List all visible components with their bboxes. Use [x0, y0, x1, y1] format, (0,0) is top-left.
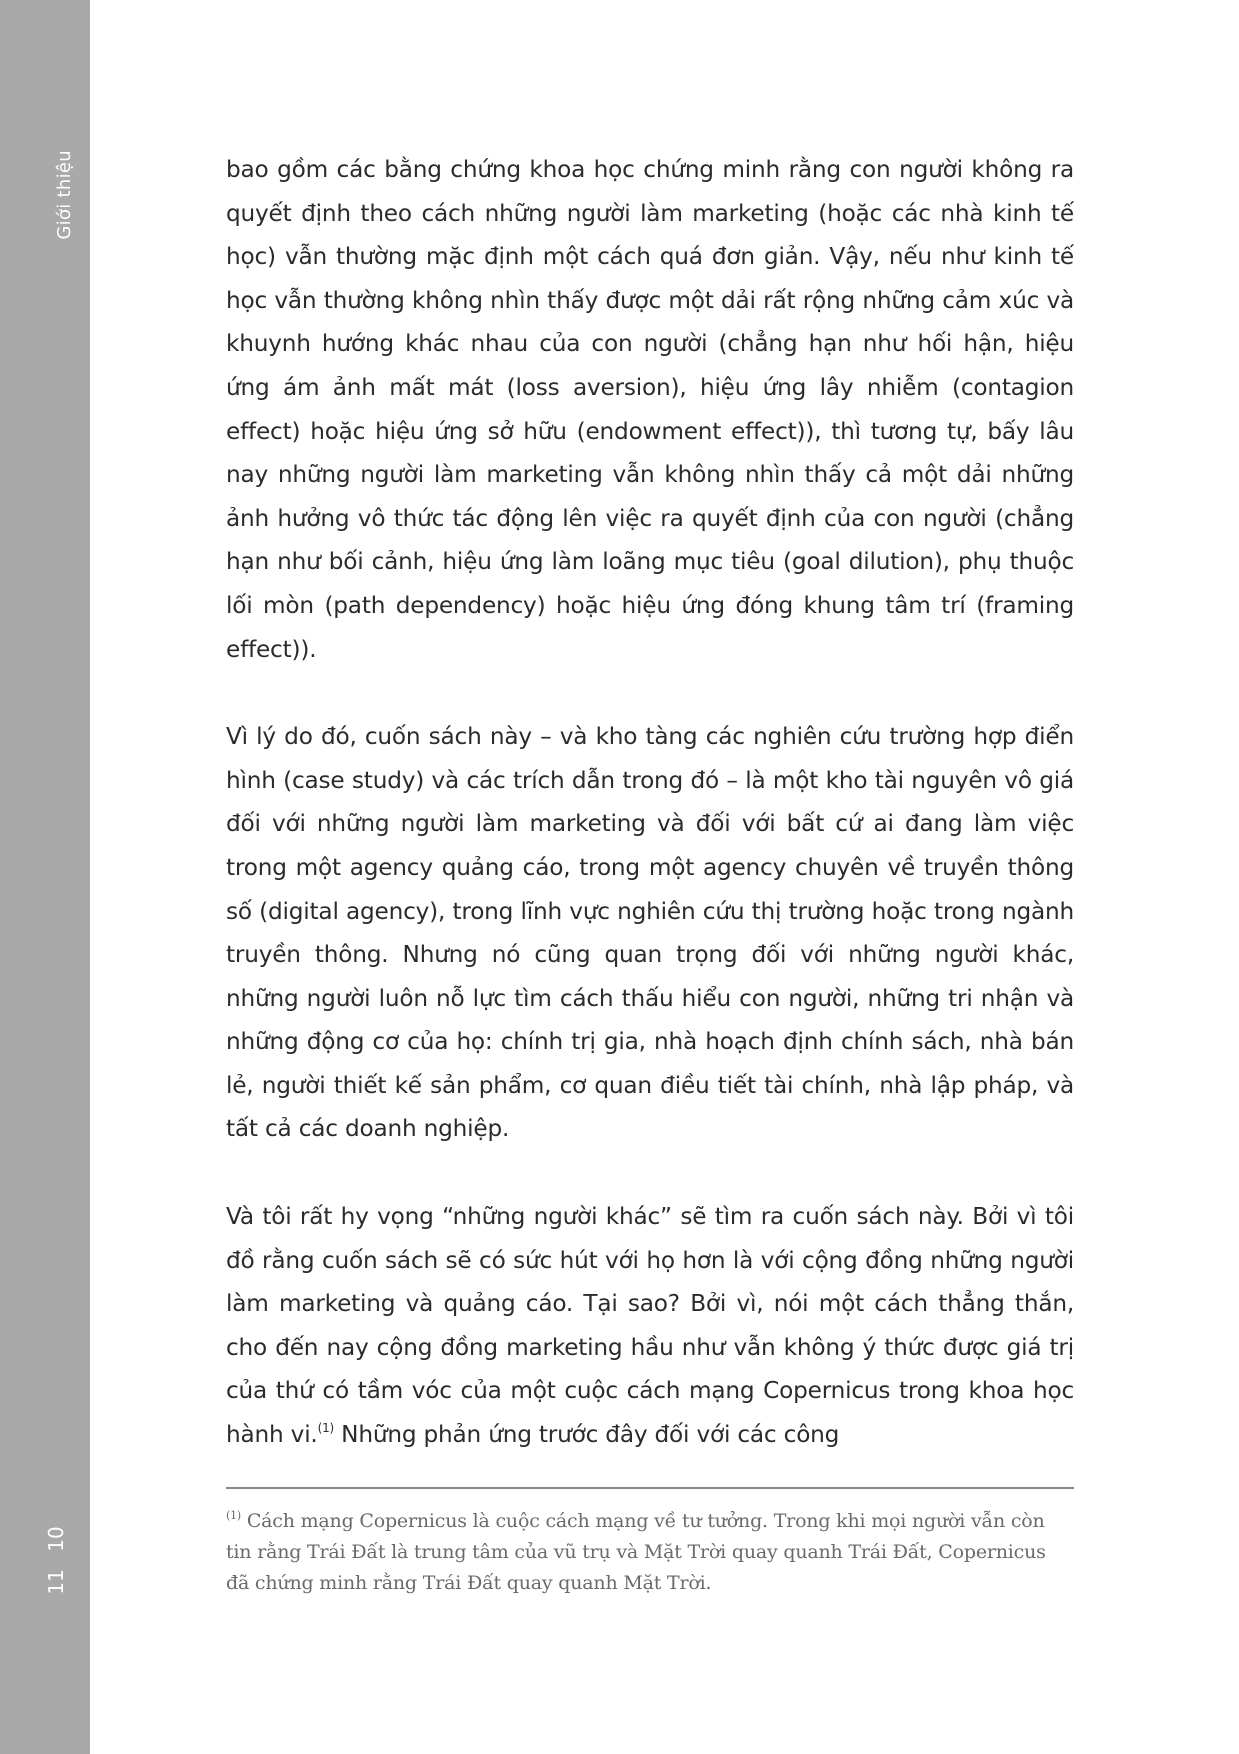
sidebar-strip	[0, 0, 90, 1754]
page-number-right-text: 11	[44, 1569, 68, 1595]
footnote	[226, 1506, 1074, 1599]
footnote-divider	[226, 1487, 1074, 1489]
section-title-text: Giới thiệu	[54, 150, 75, 240]
paragraph-1: bao gồm các bằng chứng khoa học chứng minh rằng con người không ra quyết định theo cách những người làm marketing (hoặc các nhà kinh tế học) vẫn thường mặc định một cách quá đơn giản. Vậy, nếu như kinh tế học vẫn thường không nhìn thấy được một dải rất rộng những cảm xúc và khuynh hướng khác nhau của con người (chẳng hạn như hối hận, hiệu ứng ám ảnh mất mát (loss aversion), hiệu ứng lây nhiễm (contagion effect) hoặc hiệu ứng sở hữu (endowment effect)), thì tương tự, bấy lâu nay những người làm marketing vẫn không nhìn thấy cả một dải những ảnh hưởng vô thức tác động lên việc ra quyết định của con người (chẳng hạn như bối cảnh, hiệu ứng làm loãng mục tiêu (goal dilution), phụ thuộc lối mòn (path dependency) hoặc hiệu ứng đóng khung tâm trí (framing effect)).	[226, 156, 1074, 663]
body-text	[226, 148, 1074, 1457]
paragraph-2: Vì lý do đó, cuốn sách này – và kho tàng các nghiên cứu trường hợp điển hình (case study) và các trích dẫn trong đó – là một kho tài nguyên vô giá đối với những người làm marketing và đối với bất cứ ai đang làm việc trong một agency quảng cáo, trong một agency chuyên về truyền thông số (digital agency), trong lĩnh vực nghiên cứu thị trường hoặc trong ngành truyền thông. Nhưng nó cũng quan trọng đối với những người khác, những người luôn nỗ lực tìm cách thấu hiểu con người, những tri nhận và những động cơ của họ: chính trị gia, nhà hoạch định chính sách, nhà bán lẻ, người thiết kế sản phẩm, cơ quan điều tiết tài chính, nhà lập pháp, và tất cả các doanh nghiệp.	[226, 723, 1074, 1143]
footnote-text: Cách mạng Copernicus là cuộc cách mạng về tư tưởng. Trong khi mọi người vẫn còn tin rằng Trái Đất là trung tâm của vũ trụ và Mặt Trời quay quanh Trái Đất, Copernicus đã chứng minh rằng Trái Đất quay quanh Mặt Trời.	[226, 1510, 1046, 1594]
paragraph-3-text-after: Những phản ứng trước đây đối với các công	[334, 1421, 840, 1449]
paragraph-3	[226, 1195, 1074, 1457]
paragraph-3-text-before: Và tôi rất hy vọng “những người khác” sẽ tìm ra cuốn sách này. Bởi vì tôi đồ rằng cuốn sách sẽ có sức hút với họ hơn là với cộng đồng những người làm marketing và quảng cáo. Tại sao? Bởi vì, nói một cách thẳng thắn, cho đến nay cộng đồng marketing hầu như vẫn không ý thức được giá trị của thứ có tầm vóc của một cuộc cách mạng Copernicus trong khoa học hành vi.	[226, 1203, 1074, 1449]
footnote-reference: (1)	[317, 1421, 335, 1436]
footnote-marker: (1)	[226, 1509, 241, 1522]
page-number-left-text: 10	[44, 1526, 68, 1552]
